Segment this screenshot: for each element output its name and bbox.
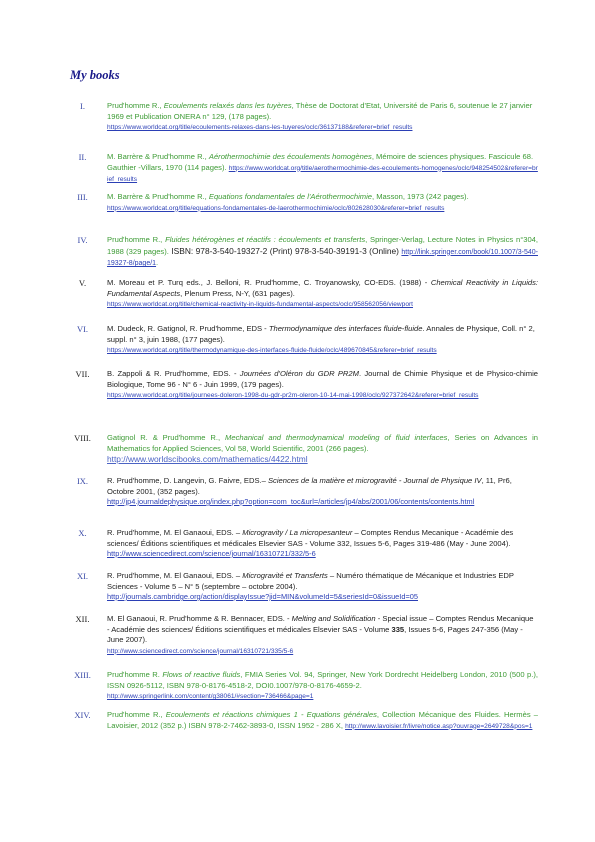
- entry-link[interactable]: http://www.sciencedirect.com/science/journal/16310721/332/5-6: [107, 549, 316, 558]
- entry-body: [107, 324, 538, 357]
- entry-authors: M. Barrère & Prud'homme R.,: [107, 152, 209, 161]
- entry-link[interactable]: http://link.springer.com/book/10.1007/3-540-19327-8/page/1: [107, 248, 538, 267]
- entry-details: , Springer-Verlag, Lecture Notes in Physics n°304, 1988 (329 pages).: [107, 235, 539, 256]
- entry-authors: M. Dudeck, R. Gatignol, R. Prud'homme, EDS -: [107, 324, 269, 333]
- entry-link[interactable]: http://www.lavoisier.fr/livre/notice.asp?ouvrage=2649728&pos=1: [345, 722, 533, 730]
- entry-number: V.: [78, 278, 87, 288]
- entry-link[interactable]: http://www.sciencedirect.com/science/journal/16310721/335/5-6: [107, 647, 294, 655]
- entry-link[interactable]: https://www.worldcat.org/title/journees-doleron-1998-du-gdr-pr2m-oleron-10-14-mai-1998/oclc/927372642&referer=brief_results: [107, 392, 479, 399]
- entry-details-end: , Issues 5-6, Pages 247-356 (May - June 2007).: [107, 624, 523, 644]
- entry-number: IX.: [76, 476, 89, 486]
- entry-details: , Series on Advances in Mathematics for Applied Sciences, Vol 58, World Scientific, 2001 (266 pages).: [107, 433, 538, 453]
- entry-title: Microgravity / La micropesanteur: [242, 528, 353, 537]
- entry-title: Ecoulements relaxés dans les tuyères: [163, 101, 292, 110]
- entry-authors: Prud'homme R.,: [107, 101, 164, 110]
- entry-body: [107, 670, 538, 703]
- entry-body: [107, 710, 538, 732]
- entry-body: [107, 101, 538, 134]
- entry-title: Fluides hétérogènes et réactifs : écoulements et transferts: [165, 235, 366, 244]
- entry-number: VIII.: [74, 433, 91, 443]
- entry-authors: M. Barrère & Prud'homme R.,: [107, 192, 209, 201]
- entry-number: II.: [78, 152, 87, 162]
- entry-body: [107, 278, 538, 311]
- entry-title: Journées d'Oléron du GDR PR2M: [239, 369, 359, 378]
- entry-details: - Special issue – Comptes Rendus Mecanique - Académie des sciences/ Éditions scientifiques et médicales Elsevier SAS - Volume: [107, 614, 534, 634]
- entry-volume: 335: [391, 624, 405, 634]
- page-heading: My books: [70, 68, 120, 82]
- entry-number: XI.: [76, 571, 89, 581]
- entry-authors: Prud'homme R.,: [107, 710, 166, 719]
- entry-title: Ecoulements et réactions chimiques 1 - Equations générales: [165, 710, 377, 719]
- entry-link[interactable]: http://jp4.journaldephysique.org/index.php?option=com_toc&url=/articles/jp4/abs/2001/06/contents/contents.html: [107, 497, 475, 506]
- entry-number: VI.: [76, 324, 89, 334]
- entry-link[interactable]: http://www.springerlink.com/content/g38061/#section=736466&page=1: [107, 693, 314, 700]
- entry-details: , Plenum Press, N-Y, (631 pages).: [180, 288, 295, 298]
- entry-number: X.: [78, 528, 87, 538]
- entry-number: IV.: [77, 235, 88, 245]
- entry-details: , Masson, 1973 (242 pages).: [372, 192, 469, 201]
- entry-number: XIV.: [74, 710, 91, 720]
- entry-body: [107, 235, 538, 270]
- entry-title: Thermodynamique des interfaces fluide-fluide: [268, 324, 423, 333]
- entry-details: . Journal de Chimie Physique et de Physico-chimie Biologique, Tome 96 - N° 6 - Juin 1999, (179 pages).: [107, 369, 538, 389]
- entry-link[interactable]: https://www.worldcat.org/title/thermodynamique-des-interfaces-fluide-fluide/oclc/489670845&referer=brief_results: [107, 347, 437, 354]
- entry-title: Chemical Reactivity in Liquids: Fundamental Aspects: [107, 278, 539, 298]
- entry-isbn: ISBN: 978-3-540-19327-2 (Print) 978-3-540-39191-3 (Online): [168, 245, 402, 256]
- entry-body: [107, 614, 538, 657]
- entry-title: Microgravité et Transferts: [242, 571, 328, 580]
- entry-details: – Comptes Rendus Mecanique - Académie des sciences/ Éditions scientifiques et médicales Elsevier SAS - Volume 332, Issues 5-6, Pages 319-486 (May - June 2004).: [107, 528, 514, 548]
- entry-link[interactable]: https://www.worldcat.org/title/aerothermochimie-des-ecoulements-homogenes/oclc/948254502&referer=brief_results: [107, 164, 538, 183]
- entry-title: Melting and Solidification: [291, 614, 376, 623]
- entry-body: [107, 369, 538, 402]
- entry-body: [107, 528, 538, 560]
- entry-details: , FMIA Series Vol. 94, Springer, New York Dordrecht Heidelberg London, 2010 (500 p.), ISSN 0926-5112, ISBN 978-0-8176-4518-2, DOI0.1007/978-0-8176-4659-2.: [107, 670, 539, 690]
- entry-authors: R. Prud'homme, M. El Ganaoui, EDS. –: [107, 528, 243, 537]
- entry-number: III.: [77, 192, 88, 202]
- entry-authors: Gatignol R. & Prud'homme R.,: [107, 433, 226, 442]
- entry-authors: R. Prud'homme, M. El Ganaoui, EDS. –: [107, 571, 243, 580]
- entry-number: XII.: [75, 614, 90, 624]
- entry-body: [107, 571, 538, 603]
- entry-authors: M. El Ganaoui, R. Prud'homme & R. Bennacer, EDS. -: [107, 614, 292, 623]
- entry-details: . Annales de Physique, Coll. n° 2, suppl. n° 3, juin 1988, (177 pages).: [107, 324, 535, 344]
- entry-link[interactable]: https://www.worldcat.org/title/ecoulements-relaxes-dans-les-tuyeres/oclc/36137188&referer=brief_results: [107, 124, 413, 131]
- entry-authors: R. Prud'homme, D. Langevin, G. Faivre, EDS.–: [107, 476, 268, 485]
- entry-authors: M. Moreau et P. Turq eds., J. Belloni, R. Prud'homme, C. Troyanowsky, CO-EDS. (1988) -: [107, 278, 431, 287]
- entry-link[interactable]: https://www.worldcat.org/title/equations-fondamentales-de-laerothermochimie/oclc/802628030&referer=brief_results: [107, 204, 445, 212]
- entry-link[interactable]: http://journals.cambridge.org/action/displayIssue?jid=MIN&volumeId=5&seriesId=0&issueId=05: [107, 592, 418, 601]
- entry-title: Flows of reactive fluids: [162, 670, 241, 679]
- entry-title: Mechanical and thermodynamical modeling of fluid interfaces: [225, 433, 448, 442]
- entry-title: Equations fondamentales de l'Aérothermochimie: [208, 192, 373, 201]
- entry-details: , 11, Pr6, Octobre 2001, (352 pages).: [107, 476, 512, 496]
- entry-tail: .: [156, 258, 159, 267]
- entry-authors: Prud'homme R.,: [107, 235, 166, 244]
- entry-number: XIII.: [74, 670, 91, 680]
- entry-body: [107, 152, 538, 186]
- entry-title: Aérothermochimie des écoulements homogènes: [208, 152, 372, 161]
- entry-link[interactable]: https://www.worldcat.org/title/chemical-reactivity-in-liquids-fundamental-aspects/oclc/958562056/viewport: [107, 301, 414, 308]
- entry-number: I.: [80, 101, 85, 111]
- entry-details: – Numéro thématique de Mécanique et Industries EDP Sciences - Volume 5 – N° 5 (septembre – octobre 2004).: [107, 571, 514, 591]
- entry-body: [107, 192, 538, 214]
- entry-link[interactable]: http://www.worldscibooks.com/mathematics/4422.html: [107, 454, 308, 464]
- entry-details: , Collection Mécanique des Fluides. Hermès – Lavoisier, 2012 (352 p.) ISBN 978-2-7462-3893-0, ISSN 1952 - 286 X,: [107, 710, 538, 730]
- entry-authors: B. Zappoli & R. Prud'homme, EDS. -: [107, 369, 240, 378]
- entry-number: VII.: [75, 369, 90, 379]
- entry-title: Sciences de la matière et microgravité - Journal de Physique IV: [267, 476, 482, 485]
- entry-details: , Thèse de Doctorat d'Etat, Université de Paris 6, soutenue le 27 janvier 1969 et Publication ONERA n° 129, (178 pages).: [107, 101, 533, 121]
- entry-body: [107, 433, 538, 466]
- entry-authors: Prud'homme R.: [107, 670, 163, 679]
- entry-body: [107, 476, 538, 508]
- entry-details: , Mémoire de sciences physiques. Fascicule 68. Gauthier -Villars, 1970 (114 pages).: [107, 152, 534, 172]
